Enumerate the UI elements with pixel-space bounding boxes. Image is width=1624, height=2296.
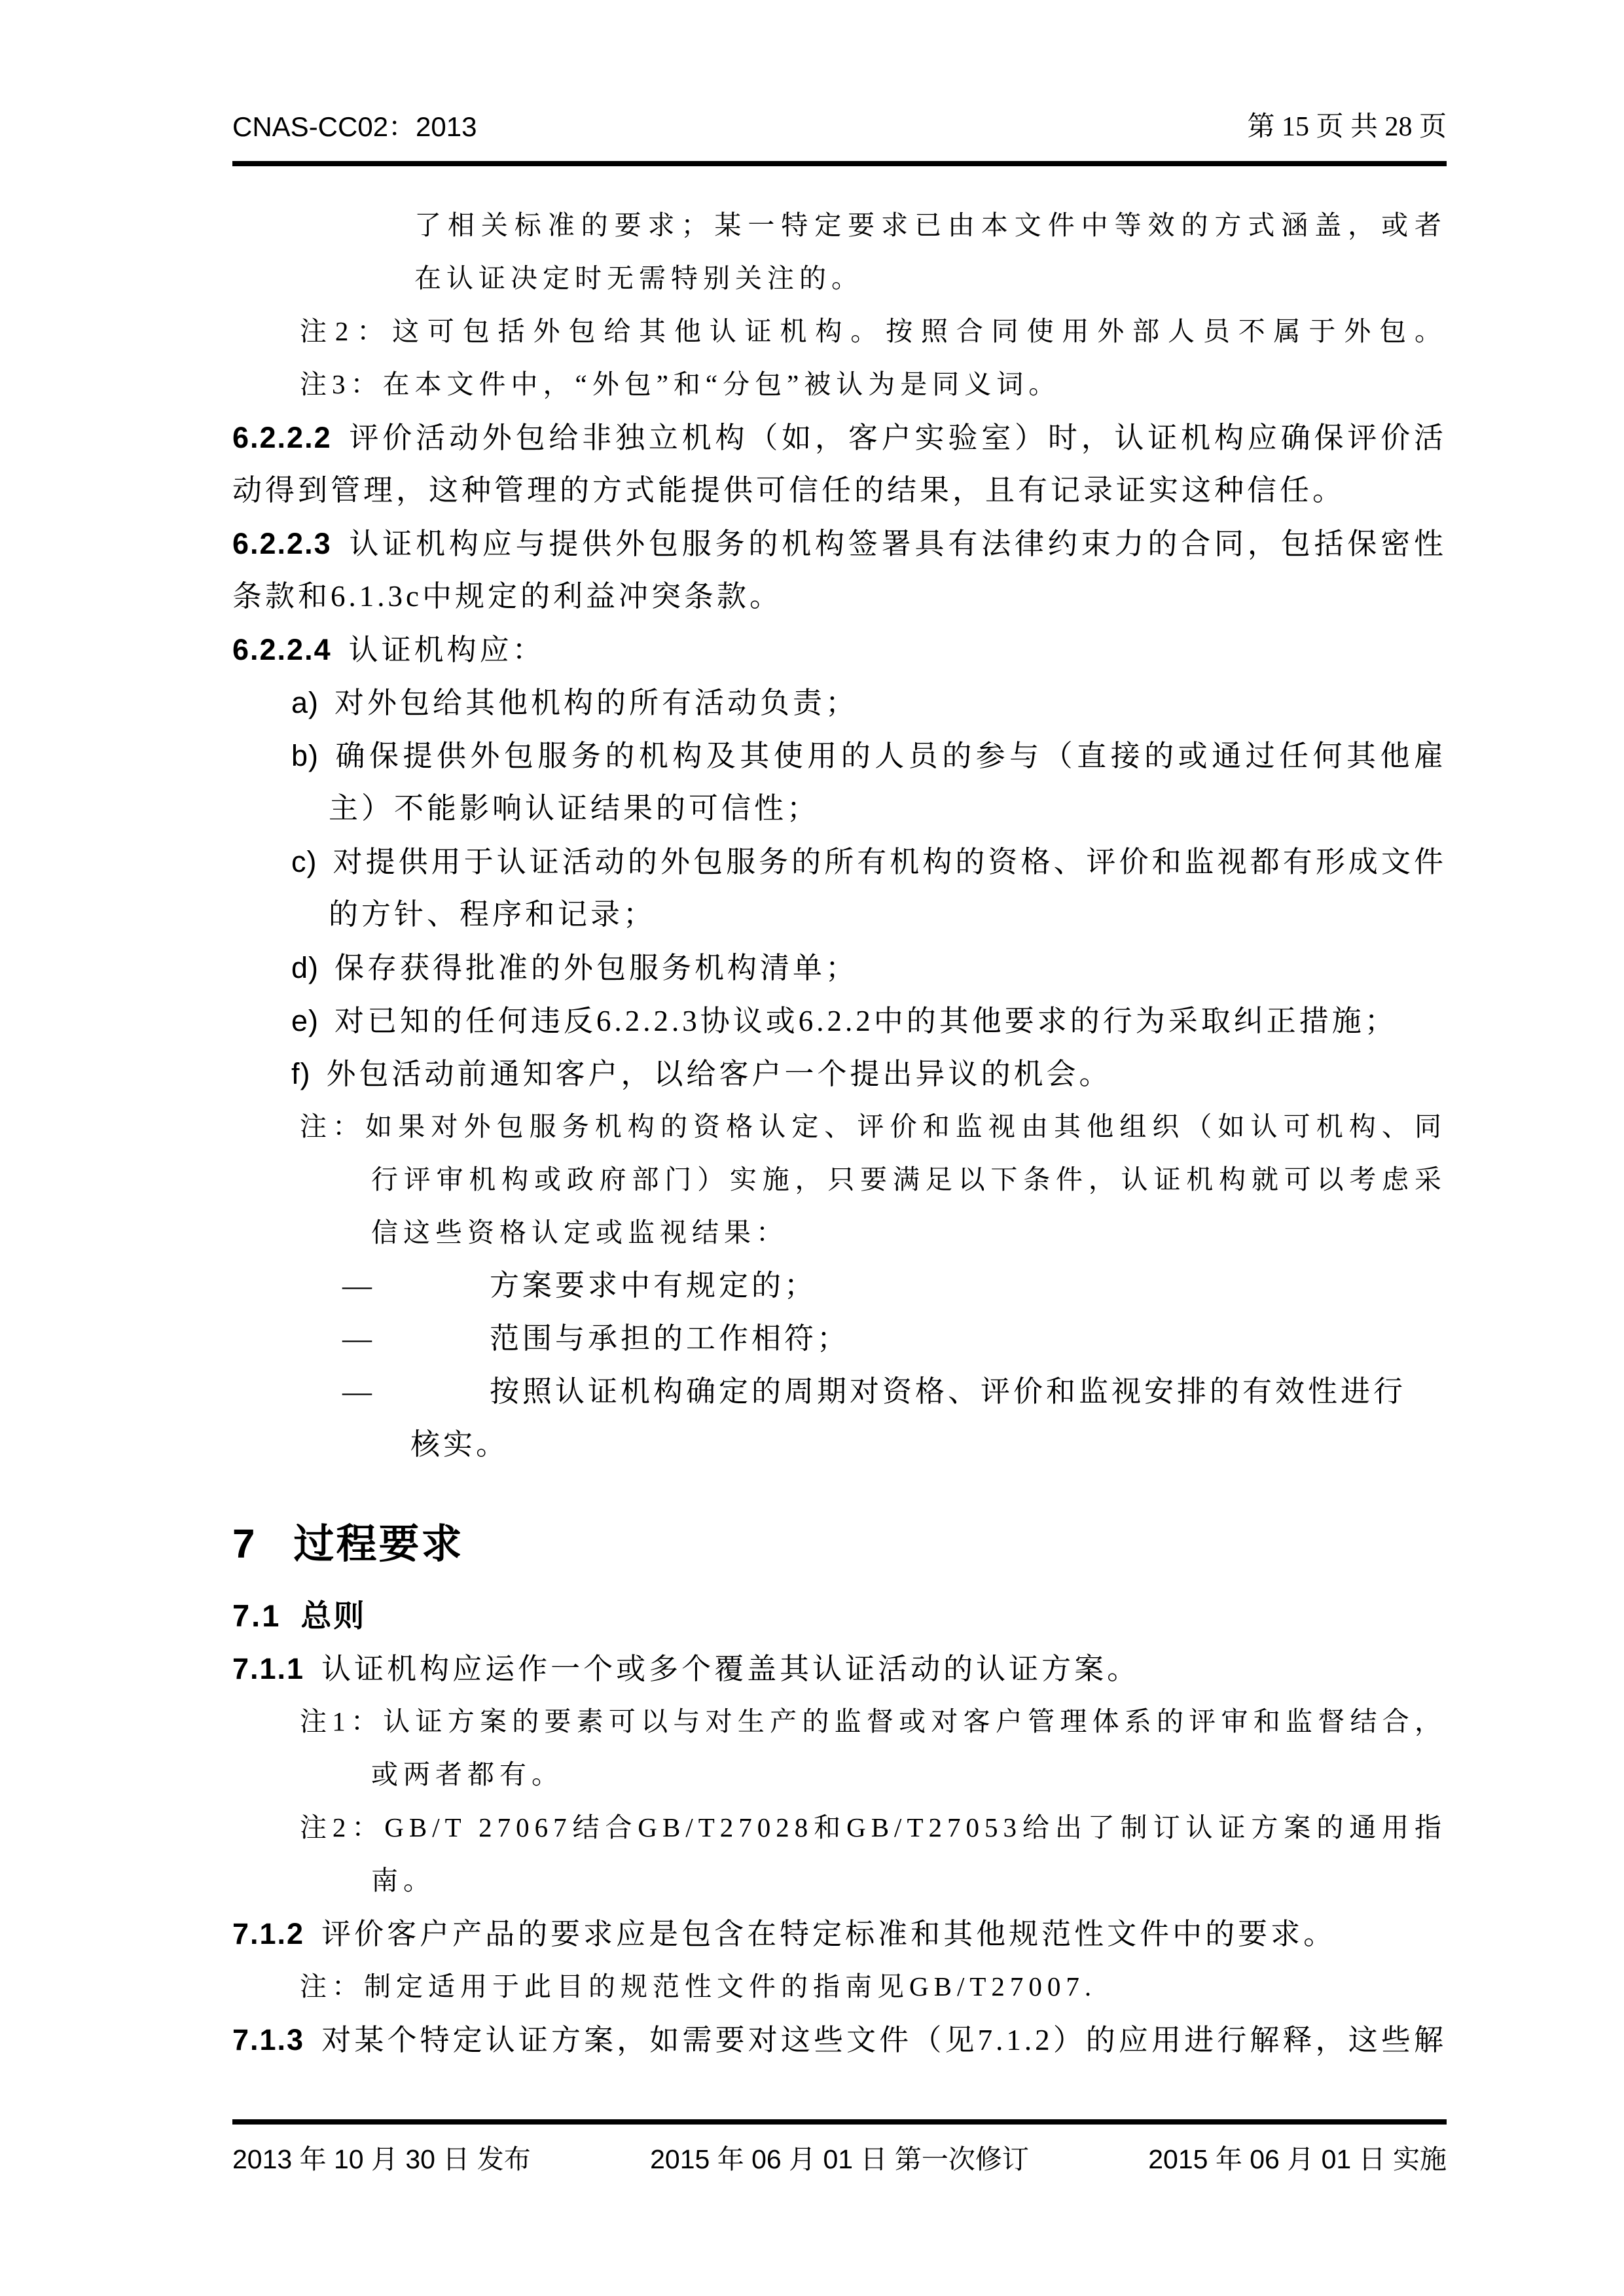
text-line xyxy=(232,1418,1447,1471)
text-line xyxy=(232,782,1447,835)
implementation-date: 2015 年 06 月 01 日 实施 xyxy=(1148,2144,1447,2174)
text-line xyxy=(232,941,1447,994)
dash-bullet: — xyxy=(342,1269,375,1302)
footer-dates xyxy=(232,2143,1447,2176)
line-text: 注3：在本文件中，“外包”和“分包”被认为是同义词。 xyxy=(300,369,1061,399)
clause-number: 6.2.2.2 xyxy=(232,421,332,454)
text-line xyxy=(232,888,1447,941)
line-text: 动得到管理，这种管理的方式能提供可信任的结果，且有记录证实这种信任。 xyxy=(232,474,1346,507)
dash-bullet: — xyxy=(342,1322,375,1355)
line-text: 主）不能影响认证结果的可信性； xyxy=(329,792,820,825)
text-line xyxy=(232,1206,1447,1259)
clause-number: 7 xyxy=(232,1522,257,1567)
clause-number: 7.1.3 xyxy=(232,2023,305,2056)
text-line xyxy=(232,623,1447,676)
line-text: 条款和6.1.3c中规定的利益冲突条款。 xyxy=(232,580,782,613)
line-text: 对已知的任何违反6.2.2.3协议或6.2.2中的其他要求的行为采取纠正措施； xyxy=(334,1005,1398,1037)
text-line xyxy=(232,2013,1447,2066)
line-text: 核实。 xyxy=(410,1428,509,1461)
line-text: 总则 xyxy=(300,1600,367,1634)
text-line xyxy=(232,464,1447,517)
page-header xyxy=(232,110,1447,144)
text-line xyxy=(232,835,1447,888)
clause-number: 6.2.2.3 xyxy=(232,527,332,560)
document-code: CNAS-CC02：2013 xyxy=(232,111,477,142)
line-text: 或两者都有。 xyxy=(371,1759,564,1789)
clause-number: 6.2.2.4 xyxy=(232,633,332,666)
page-number: 第 15 页 共 28 页 xyxy=(1247,112,1447,142)
text-line xyxy=(232,1100,1447,1153)
text-line xyxy=(232,199,1447,252)
footer-rule xyxy=(232,2119,1447,2125)
text-line xyxy=(232,1259,1447,1312)
list-item-letter: f) xyxy=(291,1057,311,1090)
text-line xyxy=(232,1960,1447,2013)
text-line xyxy=(232,517,1447,570)
line-text: 认证机构应运作一个或多个覆盖其认证活动的认证方案。 xyxy=(321,1653,1140,1685)
line-text: 评价活动外包给非独立机构（如，客户实验室）时，认证机构应确保评价活 xyxy=(348,422,1447,454)
line-text: 对某个特定认证方案，如需要对这些文件（见7.1.2）的应用进行解释，这些解 xyxy=(321,2024,1447,2056)
text-line xyxy=(232,305,1447,358)
line-text: 认证机构应与提供外包服务的机构签署具有法律约束力的合同，包括保密性 xyxy=(348,528,1447,560)
clause-number: 7.1.2 xyxy=(232,1917,305,1950)
line-text: 范围与承担的工作相符； xyxy=(490,1322,850,1355)
text-line xyxy=(232,676,1447,729)
header-rule xyxy=(232,161,1447,166)
line-text: 外包活动前通知客户，以给客户一个提出异议的机会。 xyxy=(326,1058,1112,1090)
document-body xyxy=(232,199,1447,2066)
line-text: 按照认证机构确定的周期对资格、评价和监视安排的有效性进行 xyxy=(490,1375,1407,1408)
section-heading xyxy=(232,1508,1447,1581)
subsection-heading xyxy=(232,1589,1447,1642)
page-footer xyxy=(232,2119,1447,2176)
line-text: 方案要求中有规定的； xyxy=(490,1269,818,1302)
line-text: 确保提供外包服务的机构及其使用的人员的参与（直接的或通过任何其他雇 xyxy=(334,740,1447,772)
line-text: 注：如果对外包服务机构的资格认定、评价和监视由其他组织（如认可机构、同 xyxy=(300,1111,1447,1141)
line-text: 过程要求 xyxy=(293,1522,464,1567)
list-item-letter: a) xyxy=(291,686,319,719)
line-text: 注：制定适用于此目的规范性文件的指南见GB/T27007. xyxy=(300,1971,1097,2001)
line-text: 的方针、程序和记录； xyxy=(329,898,657,931)
line-text: 在认证决定时无需特别关注的。 xyxy=(414,263,863,293)
publish-date: 2013 年 10 月 30 日 发布 xyxy=(232,2144,531,2174)
clause-number: 7.1.1 xyxy=(232,1652,305,1685)
line-text: 信这些资格认定或监视结果： xyxy=(371,1217,788,1247)
dash-bullet: — xyxy=(342,1375,375,1408)
text-line xyxy=(232,252,1447,305)
list-item-letter: d) xyxy=(291,951,319,984)
line-text: 评价客户产品的要求应是包含在特定标准和其他规范性文件中的要求。 xyxy=(321,1918,1337,1950)
line-text: 保存获得批准的外包服务机构清单； xyxy=(334,952,859,984)
line-text: 注2：GB/T 27067结合GB/T27028和GB/T27053给出了制订认证方案的通用指 xyxy=(300,1812,1447,1842)
line-text: 对提供用于认证活动的外包服务的所有机构的资格、评价和监视都有形成文件 xyxy=(333,846,1447,878)
revision-date: 2015 年 06 月 01 日 第一次修订 xyxy=(650,2144,1029,2174)
text-line xyxy=(232,1854,1447,1907)
line-text: 南。 xyxy=(371,1865,435,1895)
text-line xyxy=(232,1907,1447,1960)
line-text: 注2：这可包括外包给其他认证机构。按照合同使用外部人员不属于外包。 xyxy=(300,316,1447,346)
text-line xyxy=(232,1695,1447,1748)
text-line xyxy=(232,1801,1447,1854)
clause-number: 7.1 xyxy=(232,1598,281,1633)
text-line xyxy=(232,1047,1447,1100)
line-text: 认证机构应： xyxy=(348,634,545,666)
line-text: 行评审机构或政府部门）实施，只要满足以下条件，认证机构就可以考虑采 xyxy=(371,1164,1447,1194)
text-line xyxy=(232,1312,1447,1365)
line-text: 注1：认证方案的要素可以与对生产的监督或对客户管理体系的评审和监督结合， xyxy=(300,1706,1447,1736)
text-line xyxy=(232,729,1447,782)
line-text: 对外包给其他机构的所有活动负责； xyxy=(334,687,859,719)
text-line xyxy=(232,994,1447,1047)
text-line xyxy=(232,570,1447,623)
text-line xyxy=(232,411,1447,464)
line-text: 了相关标准的要求；某一特定要求已由本文件中等效的方式涵盖，或者 xyxy=(414,210,1447,240)
text-line xyxy=(232,358,1447,411)
text-line xyxy=(232,1153,1447,1206)
text-line xyxy=(232,1748,1447,1801)
text-line xyxy=(232,1365,1447,1418)
text-line xyxy=(232,1642,1447,1695)
page-content xyxy=(232,0,1447,2066)
list-item-letter: e) xyxy=(291,1004,319,1037)
list-item-letter: c) xyxy=(291,845,317,878)
list-item-letter: b) xyxy=(291,739,319,772)
